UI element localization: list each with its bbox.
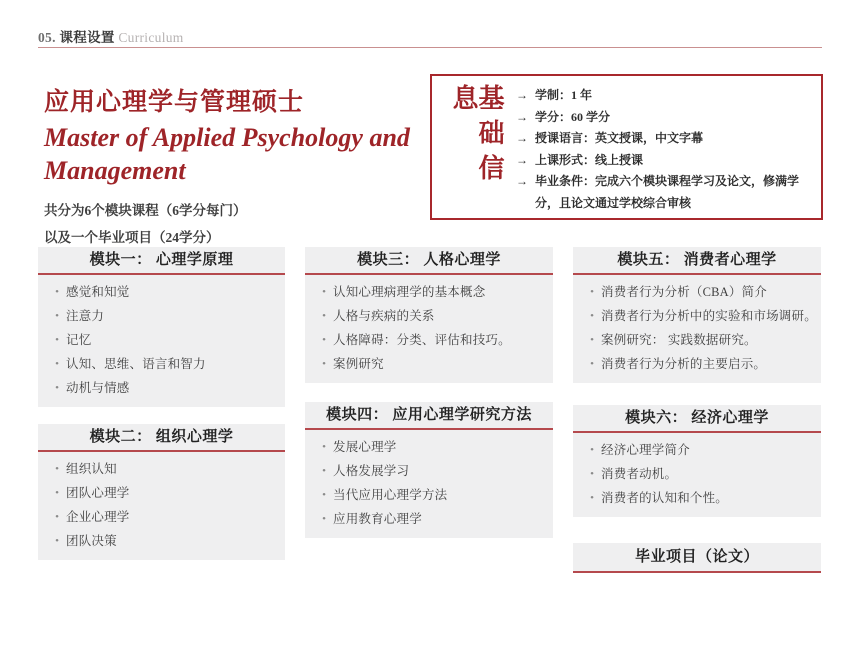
module-item-list [305,275,553,383]
basic-info-item [516,128,813,150]
section-number: 05. [38,30,56,45]
module-item [48,376,283,400]
module-card-3 [305,247,553,383]
module-item [315,304,551,328]
page-header [38,26,184,46]
module-item-text: 消费者行为分析（CBA）简介 [601,285,768,299]
module-item-text: 案例研究 [333,357,384,371]
module-item [583,462,819,486]
module-item [48,304,283,328]
module-item [583,438,819,462]
module-item [315,352,551,376]
bullet-icon: • [322,286,326,298]
module-item [315,483,551,507]
basic-info-title: 基础信息 [449,84,504,189]
bullet-icon: • [322,310,326,322]
module-item [48,457,283,481]
bullet-icon: • [590,286,594,298]
module-item-text: 消费者动机。 [601,467,678,481]
module-item [48,280,283,304]
module-item-text: 当代应用心理学方法 [333,488,448,502]
module-title: 模块六： 经济心理学 [573,405,821,433]
module-item-list [573,433,821,517]
module-item [583,304,819,328]
module-item [583,352,819,376]
module-card-5 [573,247,821,383]
section-title: 课程设置 [59,30,115,45]
basic-info-list [506,76,821,218]
module-card-2 [38,424,285,560]
basic-info-item-text: 学分：60 学分 [535,109,611,124]
module-item [315,435,551,459]
module-item [583,328,819,352]
module-item-text: 消费者的认知和个性。 [601,491,729,505]
arrow-icon: → [516,109,528,124]
module-title: 模块三： 人格心理学 [305,247,553,275]
module-item-text: 企业心理学 [66,510,130,524]
module-item [583,280,819,304]
module-item-text: 动机与情感 [66,381,130,395]
bullet-icon: • [590,310,594,322]
module-item [48,328,283,352]
basic-info-item-text: 上课形式：线上授课 [535,152,644,167]
module-title: 模块五： 消费者心理学 [573,247,821,275]
module-item-text: 团队决策 [66,534,117,548]
module-item-text: 团队心理学 [66,486,130,500]
basic-info-item [516,85,813,107]
basic-info-item [516,171,813,214]
module-item [583,486,819,510]
module-item-text: 认知心理病理学的基本概念 [333,285,486,299]
bullet-icon: • [55,310,59,322]
arrow-icon: → [516,88,528,102]
basic-info-item-text: 毕业条件：完成六个模块课程学习及论文，修满学分，且论文通过学校综合审核 [535,174,800,210]
bullet-icon: • [322,465,326,477]
program-subtitle-1: 共分为6个模块课程（6学分每门） [44,202,247,218]
module-title: 模块一： 心理学原理 [38,247,285,275]
bullet-icon: • [55,463,59,475]
module-item-text: 人格与疾病的关系 [333,309,435,323]
basic-info-item-text: 授课语言：英文授课，中文字幕 [535,131,704,145]
arrow-icon: → [516,131,528,145]
module-item [48,352,283,376]
graduation-project-card [573,543,821,573]
module-item-text: 发展心理学 [333,440,397,454]
module-item-list [38,452,285,560]
bullet-icon: • [590,444,594,456]
module-card-1 [38,247,285,407]
bullet-icon: • [55,487,59,499]
module-item-list [38,275,285,407]
module-item [48,529,283,553]
bullet-icon: • [55,511,59,523]
module-card-4 [305,402,553,538]
module-item-text: 记忆 [66,333,92,347]
program-title-en: Master of Applied Psychology and Management [44,123,410,186]
program-subtitle-2: 以及一个毕业项目（24学分） [44,229,220,245]
arrow-icon: → [516,152,528,167]
module-card-6 [573,405,821,517]
module-item-text: 人格发展学习 [333,464,410,478]
bullet-icon: • [590,468,594,480]
module-item-text: 组织认知 [66,462,117,476]
bullet-icon: • [55,358,59,370]
bullet-icon: • [322,489,326,501]
bullet-icon: • [590,358,594,370]
module-item-text: 消费者行为分析中的实验和市场调研。 [601,309,817,323]
module-item-text: 注意力 [66,309,105,323]
bullet-icon: • [322,358,326,370]
program-title-zh: 应用心理学与管理硕士 [44,89,305,116]
bullet-icon: • [55,382,59,394]
module-item [315,280,551,304]
bullet-icon: • [55,286,59,298]
bullet-icon: • [322,513,326,525]
module-item-list [305,430,553,538]
module-title: 模块二： 组织心理学 [38,424,285,452]
module-item [48,505,283,529]
module-item-list [573,275,821,383]
module-item-text: 人格障碍：分类、评估和技巧。 [333,333,511,347]
bullet-icon: • [590,492,594,504]
module-item [48,481,283,505]
module-item-text: 消费者行为分析的主要启示。 [601,357,767,371]
module-item-text: 认知、思维、语言和智力 [66,357,206,371]
hero-block [44,88,432,251]
basic-info-item-text: 学制：1 年 [535,88,593,102]
basic-info-item [516,150,813,172]
module-item-text: 感觉和知觉 [66,285,130,299]
bullet-icon: • [590,334,594,346]
arrow-icon: → [516,174,528,188]
graduation-project-title: 毕业项目（论文） [573,543,821,573]
module-item [315,328,551,352]
bullet-icon: • [322,441,326,453]
module-item-text: 经济心理学简介 [601,443,690,457]
bullet-icon: • [55,334,59,346]
header-divider [38,47,822,48]
bullet-icon: • [55,535,59,547]
module-item [315,507,551,531]
basic-info-box [430,74,823,220]
module-title: 模块四： 应用心理学研究方法 [305,402,553,430]
bullet-icon: • [322,334,326,346]
section-subtitle: Curriculum [118,30,184,45]
module-item-text: 案例研究： 实践数据研究。 [601,333,757,347]
module-item-text: 应用教育心理学 [333,512,422,526]
module-item [315,459,551,483]
basic-info-item [516,107,813,129]
